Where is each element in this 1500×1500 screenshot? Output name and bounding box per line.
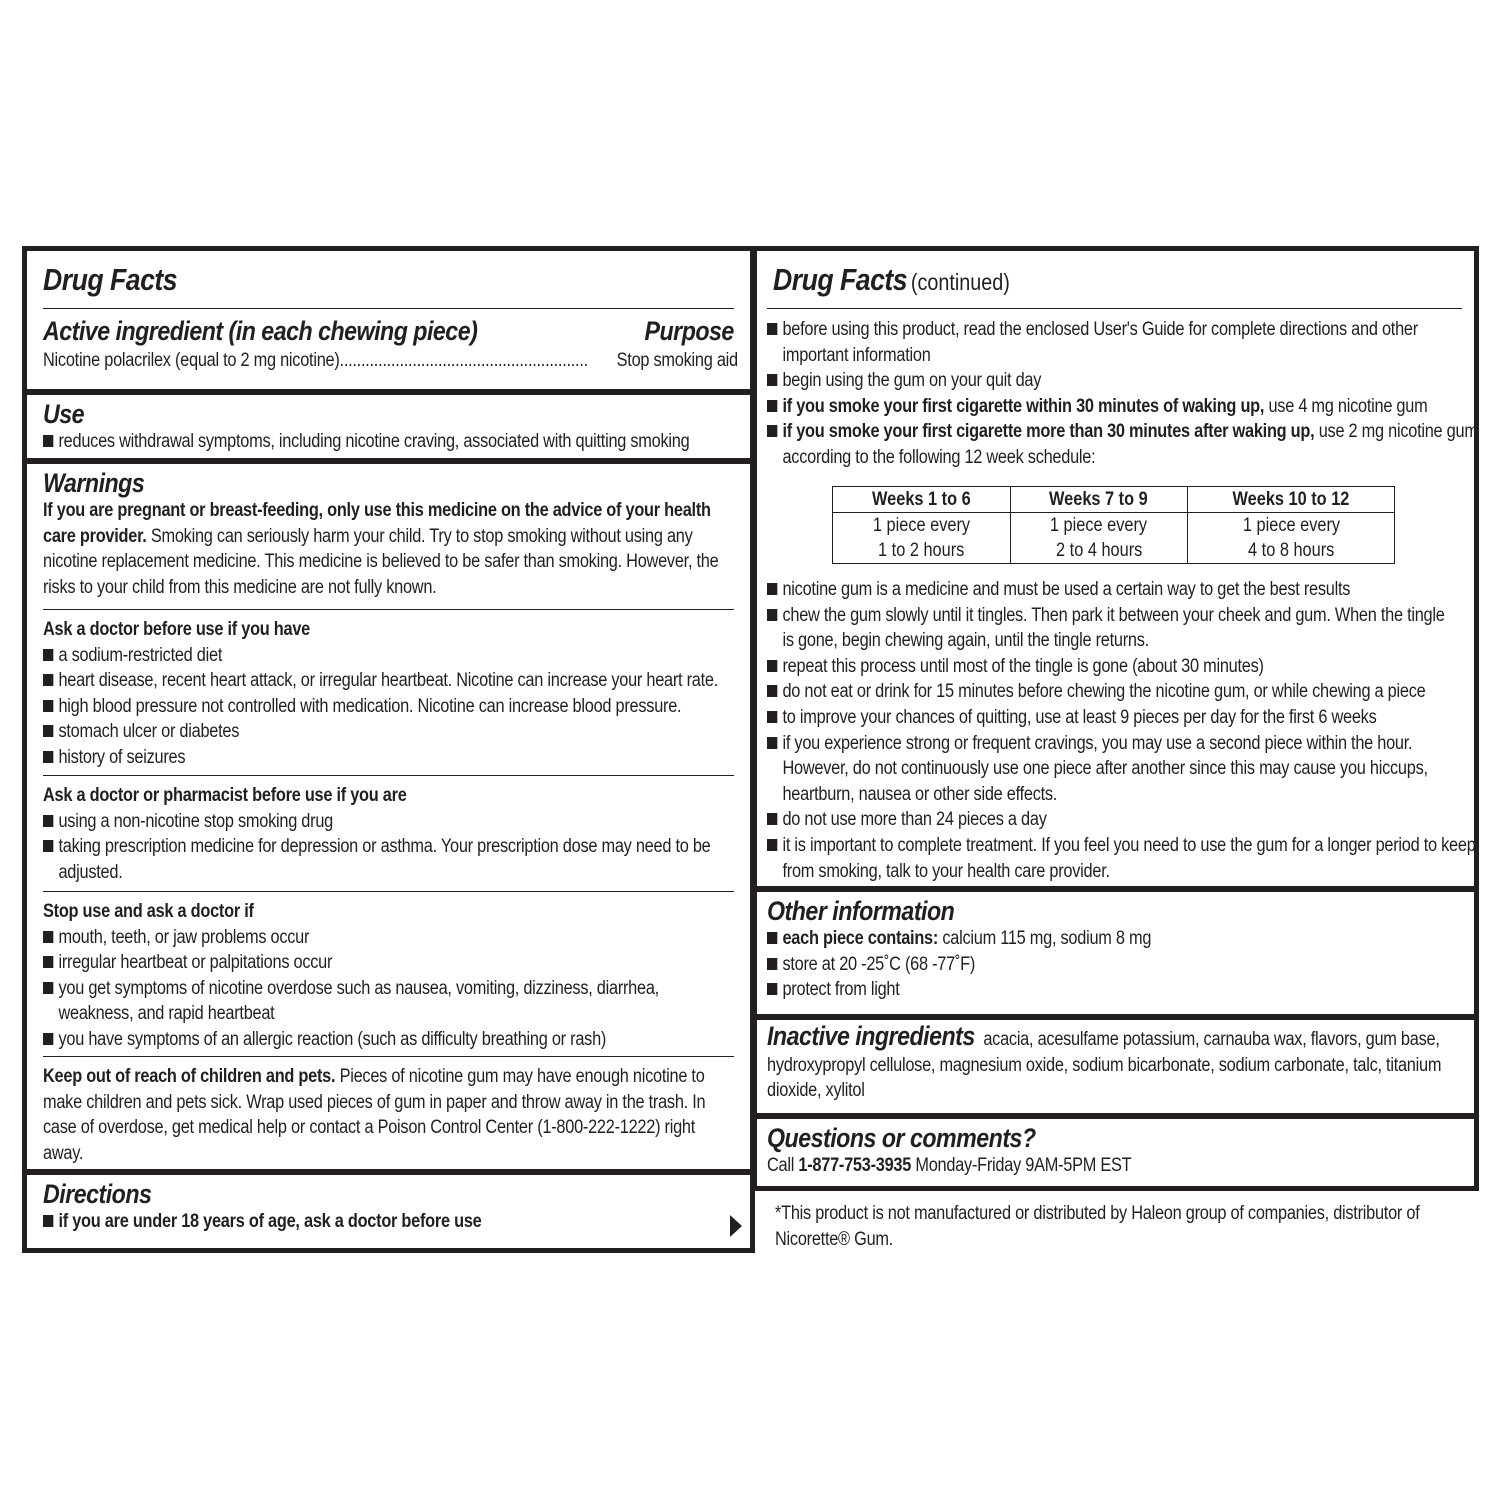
active-ingredient-line	[43, 348, 738, 374]
title-divider	[767, 308, 1462, 309]
bullet-icon	[767, 400, 777, 412]
warnings-section	[27, 458, 750, 600]
directions-item: do not use more than 24 pieces a day	[767, 807, 1361, 833]
bullet-icon	[43, 1215, 53, 1227]
bullet-icon	[43, 1033, 53, 1045]
other-information-item: protect from light	[767, 977, 1361, 1003]
bullet-icon	[767, 323, 777, 335]
bullet-icon	[43, 725, 53, 737]
ask-doctor-section	[27, 609, 750, 771]
bullet-icon	[43, 815, 53, 827]
bullet-icon	[43, 751, 53, 763]
drug-facts-right-panel	[752, 246, 1479, 1191]
use-item: reduces withdrawal symptoms, including nicotine craving, associated with quitting smoking	[43, 429, 637, 455]
bullet-icon	[43, 956, 53, 968]
inactive-ingredients-heading: Inactive ingredients	[767, 1021, 975, 1051]
directions-item: nicotine gum is a medicine and must be used a certain way to get the best results	[767, 577, 1361, 603]
use-heading: Use	[43, 399, 85, 429]
bullet-icon	[767, 737, 777, 749]
drug-facts-title-row	[27, 262, 750, 297]
stop-use-item: you get symptoms of nicotine overdose such as nausea, vomiting, dizziness, diarrhea, weakness, and rapid heartbeat	[43, 976, 691, 1027]
schedule-cell: 1 piece every 1 to 2 hours	[833, 513, 1011, 564]
directions-continued-section	[757, 317, 1478, 471]
directions-item: if you are under 18 years of age, ask a doctor before use	[43, 1209, 637, 1235]
directions-continued-bottom	[757, 577, 1474, 884]
bullet-icon	[767, 711, 777, 723]
directions-heading: Directions	[43, 1179, 152, 1209]
directions-item: if you experience strong or frequent cravings, you may use a second piece within the hour. However, do not continuously use one piece after another since this may cause you hiccups, heartburn, nausea or other side effects.	[767, 731, 1462, 808]
ask-pharmacist-item: taking prescription medicine for depression or asthma. Your prescription dose may need to be adjusted.	[43, 834, 738, 885]
inactive-ingredients-section	[757, 1014, 1474, 1104]
leader-dots: ..........................................................	[339, 350, 588, 371]
stop-use-heading: Stop use and ask a doctor if	[43, 901, 254, 922]
directions-item: to improve your chances of quitting, use at least 9 pieces per day for the first 6 weeks	[767, 705, 1361, 731]
continued-label: (continued)	[910, 269, 1010, 295]
bullet-icon	[767, 813, 777, 825]
ask-doctor-heading: Ask a doctor before use if you have	[43, 619, 311, 640]
stop-use-item: you have symptoms of an allergic reaction (such as difficulty breathing or rash)	[43, 1027, 637, 1053]
ask-doctor-item: heart disease, recent heart attack, or irregular heartbeat. Nicotine can increase your heart rate.	[43, 668, 637, 694]
bullet-icon	[43, 982, 53, 994]
schedule-header-row	[833, 487, 1395, 513]
active-ingredient-section	[27, 316, 750, 374]
drug-facts-continued-title: Drug Facts	[773, 262, 908, 297]
schedule-header: Weeks 7 to 9	[1010, 487, 1188, 513]
directions-item: chew the gum slowly until it tingles. Then park it between your cheek and gum. When the tingle is gone, begin chewing again, until the tingle returns.	[767, 603, 1453, 654]
directions-item: before using this product, read the enclosed User's Guide for complete directions and other important information	[767, 317, 1462, 368]
bullet-icon	[767, 983, 777, 995]
ask-doctor-item: stomach ulcer or diabetes	[43, 719, 637, 745]
other-information-heading: Other information	[767, 896, 955, 926]
schedule-cell: 1 piece every 4 to 8 hours	[1188, 513, 1395, 564]
bullet-icon	[767, 839, 777, 851]
active-ingredient-name: Nicotine polacrilex (equal to 2 mg nicotine)	[43, 350, 340, 371]
questions-section	[757, 1113, 1474, 1179]
other-information-item: each piece contains: calcium 115 mg, sodium 8 mg	[767, 926, 1361, 952]
directions-item: if you smoke your first cigarette more than 30 minutes after waking up, use 2 mg nicotine gum according to the following 12 week schedule:	[767, 419, 1488, 470]
bullet-icon	[43, 674, 53, 686]
bullet-icon	[43, 931, 53, 943]
bullet-icon	[43, 840, 53, 852]
schedule-row	[833, 513, 1395, 564]
active-ingredient-heading: Active ingredient (in each chewing piece)	[43, 316, 478, 346]
inactive-ingredients-text: acacia, acesulfame potassium, carnauba wax, flavors, gum base, hydroxypropyl cellulose, magnesium oxide, sodium bicarbonate, sodium carbonate, talc, titanium dioxide, xylitol	[767, 1029, 1442, 1102]
schedule-header: Weeks 10 to 12	[1188, 487, 1395, 513]
bullet-icon	[767, 958, 777, 970]
stop-use-item: irregular heartbeat or palpitations occur	[43, 950, 637, 976]
directions-item: it is important to complete treatment. If you feel you need to use the gum for a longer period to keep from smoking, talk to your health care provider.	[767, 833, 1483, 884]
stop-use-item: mouth, teeth, or jaw problems occur	[43, 925, 637, 951]
bullet-icon	[767, 609, 777, 621]
ask-doctor-item: history of seizures	[43, 745, 637, 771]
dosing-schedule-table	[832, 486, 1395, 564]
stop-use-section	[27, 891, 750, 1053]
questions-heading: Questions or comments?	[767, 1123, 1036, 1153]
drug-facts-title: Drug Facts	[43, 262, 178, 297]
bullet-icon	[767, 660, 777, 672]
ask-pharmacist-section	[27, 775, 750, 885]
bullet-icon	[43, 435, 53, 447]
bullet-icon	[767, 425, 777, 437]
purpose-heading: Purpose	[644, 316, 734, 346]
ask-pharmacist-item: using a non-nicotine stop smoking drug	[43, 809, 637, 835]
title-divider	[43, 308, 734, 309]
questions-line: Call 1-877-753-3935 Monday-Friday 9AM-5PM EST	[767, 1155, 1132, 1176]
directions-section	[27, 1169, 750, 1235]
directions-item: if you smoke your first cigarette within 30 minutes of waking up, use 4 mg nicotine gum	[767, 394, 1361, 420]
bullet-icon	[767, 583, 777, 595]
bullet-icon	[767, 685, 777, 697]
ask-pharmacist-heading: Ask a doctor or pharmacist before use if you are	[43, 785, 407, 806]
directions-item: do not eat or drink for 15 minutes before chewing the nicotine gum, or while chewing a piece	[767, 679, 1361, 705]
bullet-icon	[767, 374, 777, 386]
bullet-icon	[43, 649, 53, 661]
keep-out-section	[27, 1056, 750, 1166]
ask-doctor-item: a sodium-restricted diet	[43, 643, 637, 669]
schedule-cell: 1 piece every 2 to 4 hours	[1010, 513, 1188, 564]
drug-facts-continued-title-row	[757, 262, 1474, 297]
ask-doctor-item: high blood pressure not controlled with medication. Nicotine can increase blood pressure.	[43, 694, 637, 720]
bullet-icon	[767, 932, 777, 944]
keep-out-text: Keep out of reach of children and pets. Pieces of nicotine gum may have enough nicotine to make children and pets sick. Wrap used pieces of gum in paper and throw away in the trash. In case of overdose, get medical help or contact a Poison Control Center (1-800-222-1222) right away.	[43, 1066, 706, 1164]
footnote: *This product is not manufactured or distributed by Haleon group of companies, distributor of Nicorette® Gum.	[775, 1203, 1420, 1250]
other-information-item: store at 20 -25˚C (68 -77˚F)	[767, 952, 1361, 978]
continue-arrow-icon	[730, 1215, 742, 1237]
purpose-value: Stop smoking aid	[617, 348, 738, 374]
bullet-icon	[43, 700, 53, 712]
drug-facts-left-panel	[22, 246, 755, 1253]
other-information-section	[757, 886, 1474, 1003]
warnings-text: If you are pregnant or breast-feeding, only use this medicine on the advice of your health care provider. Smoking can seriously harm your child. Try to stop smoking without using any nicotine replacement medicine. This medicine is believed to be safer than smoking. However, the risks to your child from this medicine are not fully known.	[43, 500, 719, 598]
phone-number: 1-877-753-3935	[798, 1155, 912, 1176]
directions-item: repeat this process until most of the tingle is gone (about 30 minutes)	[767, 654, 1361, 680]
schedule-header: Weeks 1 to 6	[833, 487, 1011, 513]
use-section	[27, 389, 750, 455]
directions-item: begin using the gum on your quit day	[767, 368, 1361, 394]
warnings-heading: Warnings	[43, 468, 145, 498]
